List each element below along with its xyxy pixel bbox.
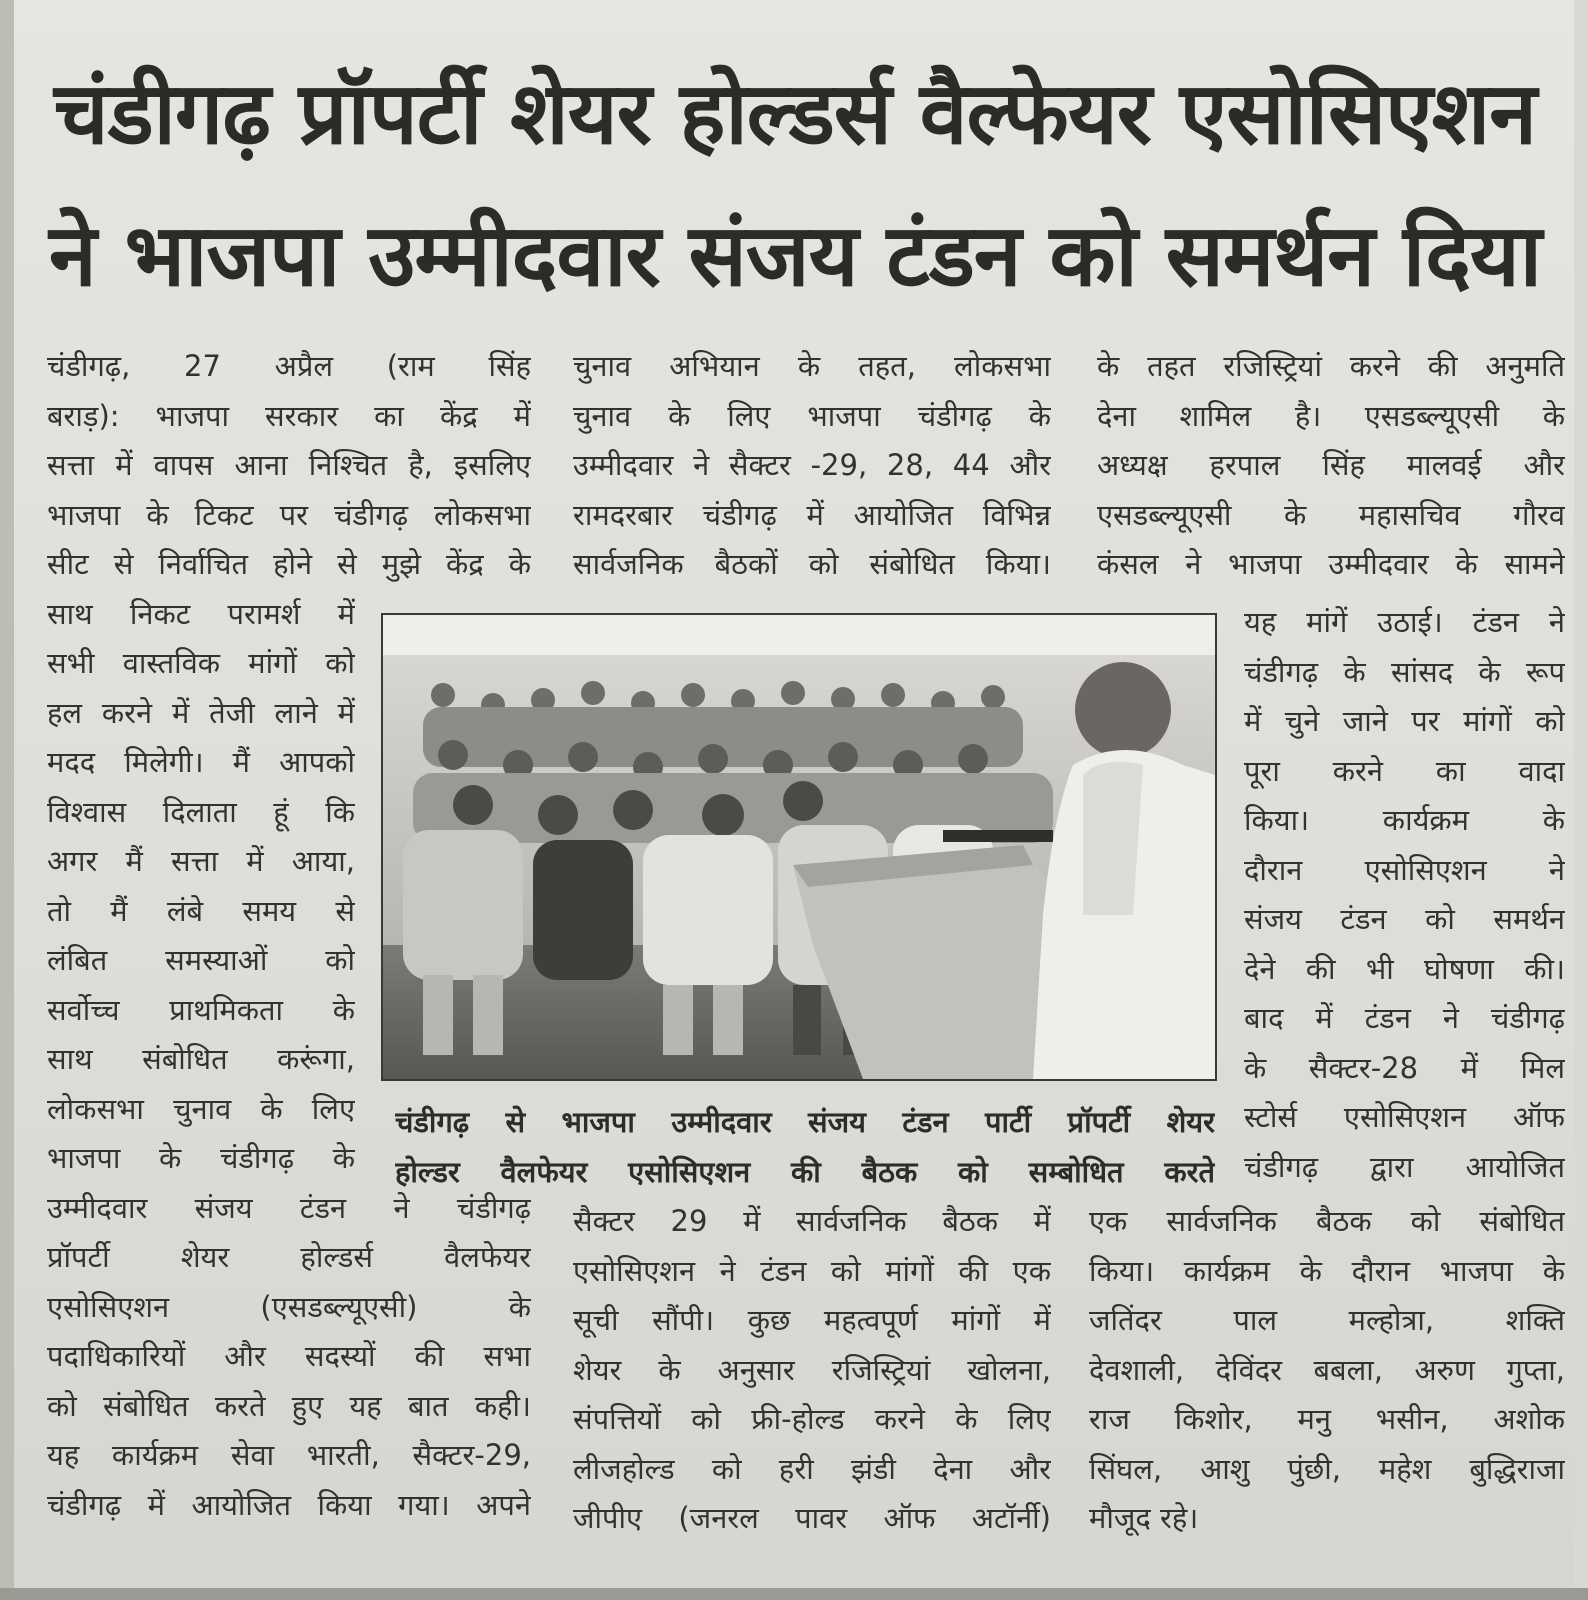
article-line: सीट से निर्वाचित होने से मुझे केंद्र के: [47, 547, 531, 581]
headline-line-2: ने भाजपा उम्मीदवार संजय टंडन को समर्थन दिया: [48, 206, 1542, 306]
event-photo-image: [383, 615, 1215, 1079]
article-line: भाजपा के चंडीगढ़ के: [47, 1141, 355, 1175]
article-line: चंडीगढ़ में आयोजित किया गया। अपने: [47, 1487, 531, 1522]
article-line: साथ संबोधित करूंगा,: [47, 1042, 355, 1076]
article-line: स्टोर्स एसोसिएशन ऑफ: [1244, 1100, 1565, 1134]
article-line: लंबित समस्याओं को: [47, 943, 355, 977]
article-line: चंडीगढ़, 27 अप्रैल (राम सिंह: [47, 349, 531, 383]
article-line: जतिंदर पाल मल्होत्रा, शक्ति: [1089, 1303, 1565, 1337]
article-line: सैक्टर 29 में सार्वजनिक बैठक में: [573, 1204, 1051, 1238]
article-line: संपत्तियों को फ्री-होल्ड करने के लिए: [573, 1402, 1051, 1436]
article-line: यह मांगें उठाई। टंडन ने: [1244, 605, 1565, 639]
article-line: रामदरबार चंडीगढ़ में आयोजित विभिन्न: [573, 497, 1051, 532]
caption-line-2: होल्डर वैलफेयर एसोसिएशन की बैठक को सम्बोधित करते: [395, 1155, 1215, 1189]
article-line: पदाधिकारियों और सदस्यों की सभा: [47, 1339, 531, 1373]
article-line: उम्मीदवार ने सैक्टर -29, 28, 44 और: [573, 448, 1051, 482]
article-line: एसोसिएशन (एसडब्ल्यूएसी) के: [47, 1289, 531, 1324]
article-line: किया। कार्यक्रम के: [1244, 803, 1565, 837]
article-line: तो मैं लंबे समय से: [47, 893, 355, 928]
article-line: अगर मैं सत्ता में आया,: [47, 844, 355, 878]
article-line: बराड़): भाजपा सरकार का केंद्र में: [47, 398, 531, 433]
article-line: कंसल ने भाजपा उम्मीदवार के सामने: [1097, 547, 1565, 581]
article-line: लोकसभा चुनाव के लिए: [47, 1091, 355, 1126]
article-line: किया। कार्यक्रम के दौरान भाजपा के: [1089, 1253, 1565, 1288]
article-column-2-top: [573, 342, 1051, 590]
article-line: चुनाव के लिए भाजपा चंडीगढ़ के: [573, 398, 1051, 433]
article-line: साथ निकट परामर्श में: [47, 596, 355, 631]
article-line: देने की भी घोषणा की।: [1244, 951, 1565, 986]
article-line: प्रॉपर्टी शेयर होल्डर्स वैलफेयर: [47, 1240, 531, 1274]
article-line: में चुने जाने पर मांगों को: [1244, 704, 1565, 738]
article-line: सभी वास्तविक मांगों को: [47, 646, 355, 680]
article-line: शेयर के अनुसार रजिस्ट्रियां खोलना,: [573, 1352, 1051, 1387]
headline-line-1: चंडीगढ़ प्रॉपर्टी शेयर होल्डर्स वैल्फेयर एसोसिएशन: [54, 64, 1536, 164]
article-line: एसडब्ल्यूएसी के महासचिव गौरव: [1097, 497, 1565, 532]
article-line: के तहत रजिस्ट्रियां करने की अनुमति: [1097, 349, 1565, 383]
article-line: एक सार्वजनिक बैठक को संबोधित: [1089, 1204, 1565, 1238]
article-line: राज किशोर, मनु भसीन, अशोक: [1089, 1402, 1565, 1436]
article-column-3-bottom: [1089, 1197, 1565, 1544]
article-line: सूची सौंपी। कुछ महत्वपूर्ण मांगों में: [573, 1303, 1051, 1337]
article-line: चंडीगढ़ के सांसद के रूप: [1244, 654, 1565, 689]
article-column-3-mid: [1244, 598, 1565, 1192]
article-line: जीपीए (जनरल पावर ऑफ अटॉर्नी): [573, 1501, 1051, 1535]
article-line: एसोसिएशन ने टंडन को मांगों की एक: [573, 1253, 1051, 1288]
article-line: संजय टंडन को समर्थन: [1244, 902, 1565, 936]
article-line: देवशाली, देविंदर बबला, अरुण गुप्ता,: [1089, 1352, 1565, 1387]
article-line: सर्वोच्च प्राथमिकता के: [47, 992, 355, 1027]
page-edge-bottom: [0, 1588, 1588, 1600]
article-line: अध्यक्ष हरपाल सिंह मालवई और: [1097, 448, 1565, 482]
article-line: चंडीगढ़ द्वारा आयोजित: [1244, 1149, 1565, 1184]
article-line: उम्मीदवार संजय टंडन ने चंडीगढ़: [47, 1190, 531, 1225]
article-line: को संबोधित करते हुए यह बात कही।: [47, 1388, 531, 1423]
article-line: पूरा करने का वादा: [1244, 753, 1565, 788]
article-line: यह कार्यक्रम सेवा भारती, सैक्टर-29,: [47, 1438, 531, 1472]
article-column-3-top: [1097, 342, 1565, 590]
article-line: मौजूद रहे।: [1089, 1501, 1199, 1535]
article-line: मदद मिलेगी। मैं आपको: [47, 745, 355, 779]
article-line: देना शामिल है। एसडब्ल्यूएसी के: [1097, 398, 1565, 433]
caption-line-1: चंडीगढ़ से भाजपा उम्मीदवार संजय टंडन पार्टी प्रॉपर्टी शेयर: [395, 1105, 1215, 1139]
article-line: भाजपा के टिकट पर चंडीगढ़ लोकसभा: [47, 497, 531, 532]
article-line: सार्वजनिक बैठकों को संबोधित किया।: [573, 547, 1051, 581]
article-line: सत्ता में वापस आना निश्चित है, इसलिए: [47, 448, 531, 482]
article-line: के सैक्टर-28 में मिल: [1244, 1050, 1565, 1085]
article-line: चुनाव अभियान के तहत, लोकसभा: [573, 349, 1051, 383]
article-column-2-bottom: [573, 1197, 1051, 1544]
article-line: लीजहोल्ड को हरी झंडी देना और: [573, 1451, 1051, 1486]
photo-caption: [395, 1097, 1215, 1197]
article-line: हल करने में तेजी लाने में: [47, 695, 355, 730]
article-line: विश्वास दिलाता हूं कि: [47, 794, 355, 829]
article-line: बाद में टंडन ने चंडीगढ़: [1244, 1001, 1565, 1035]
event-photo: [381, 613, 1217, 1081]
article-line: दौरान एसोसिएशन ने: [1244, 852, 1565, 887]
article-line: सिंघल, आशु पुंछी, महेश बुद्धिराजा: [1089, 1451, 1565, 1486]
